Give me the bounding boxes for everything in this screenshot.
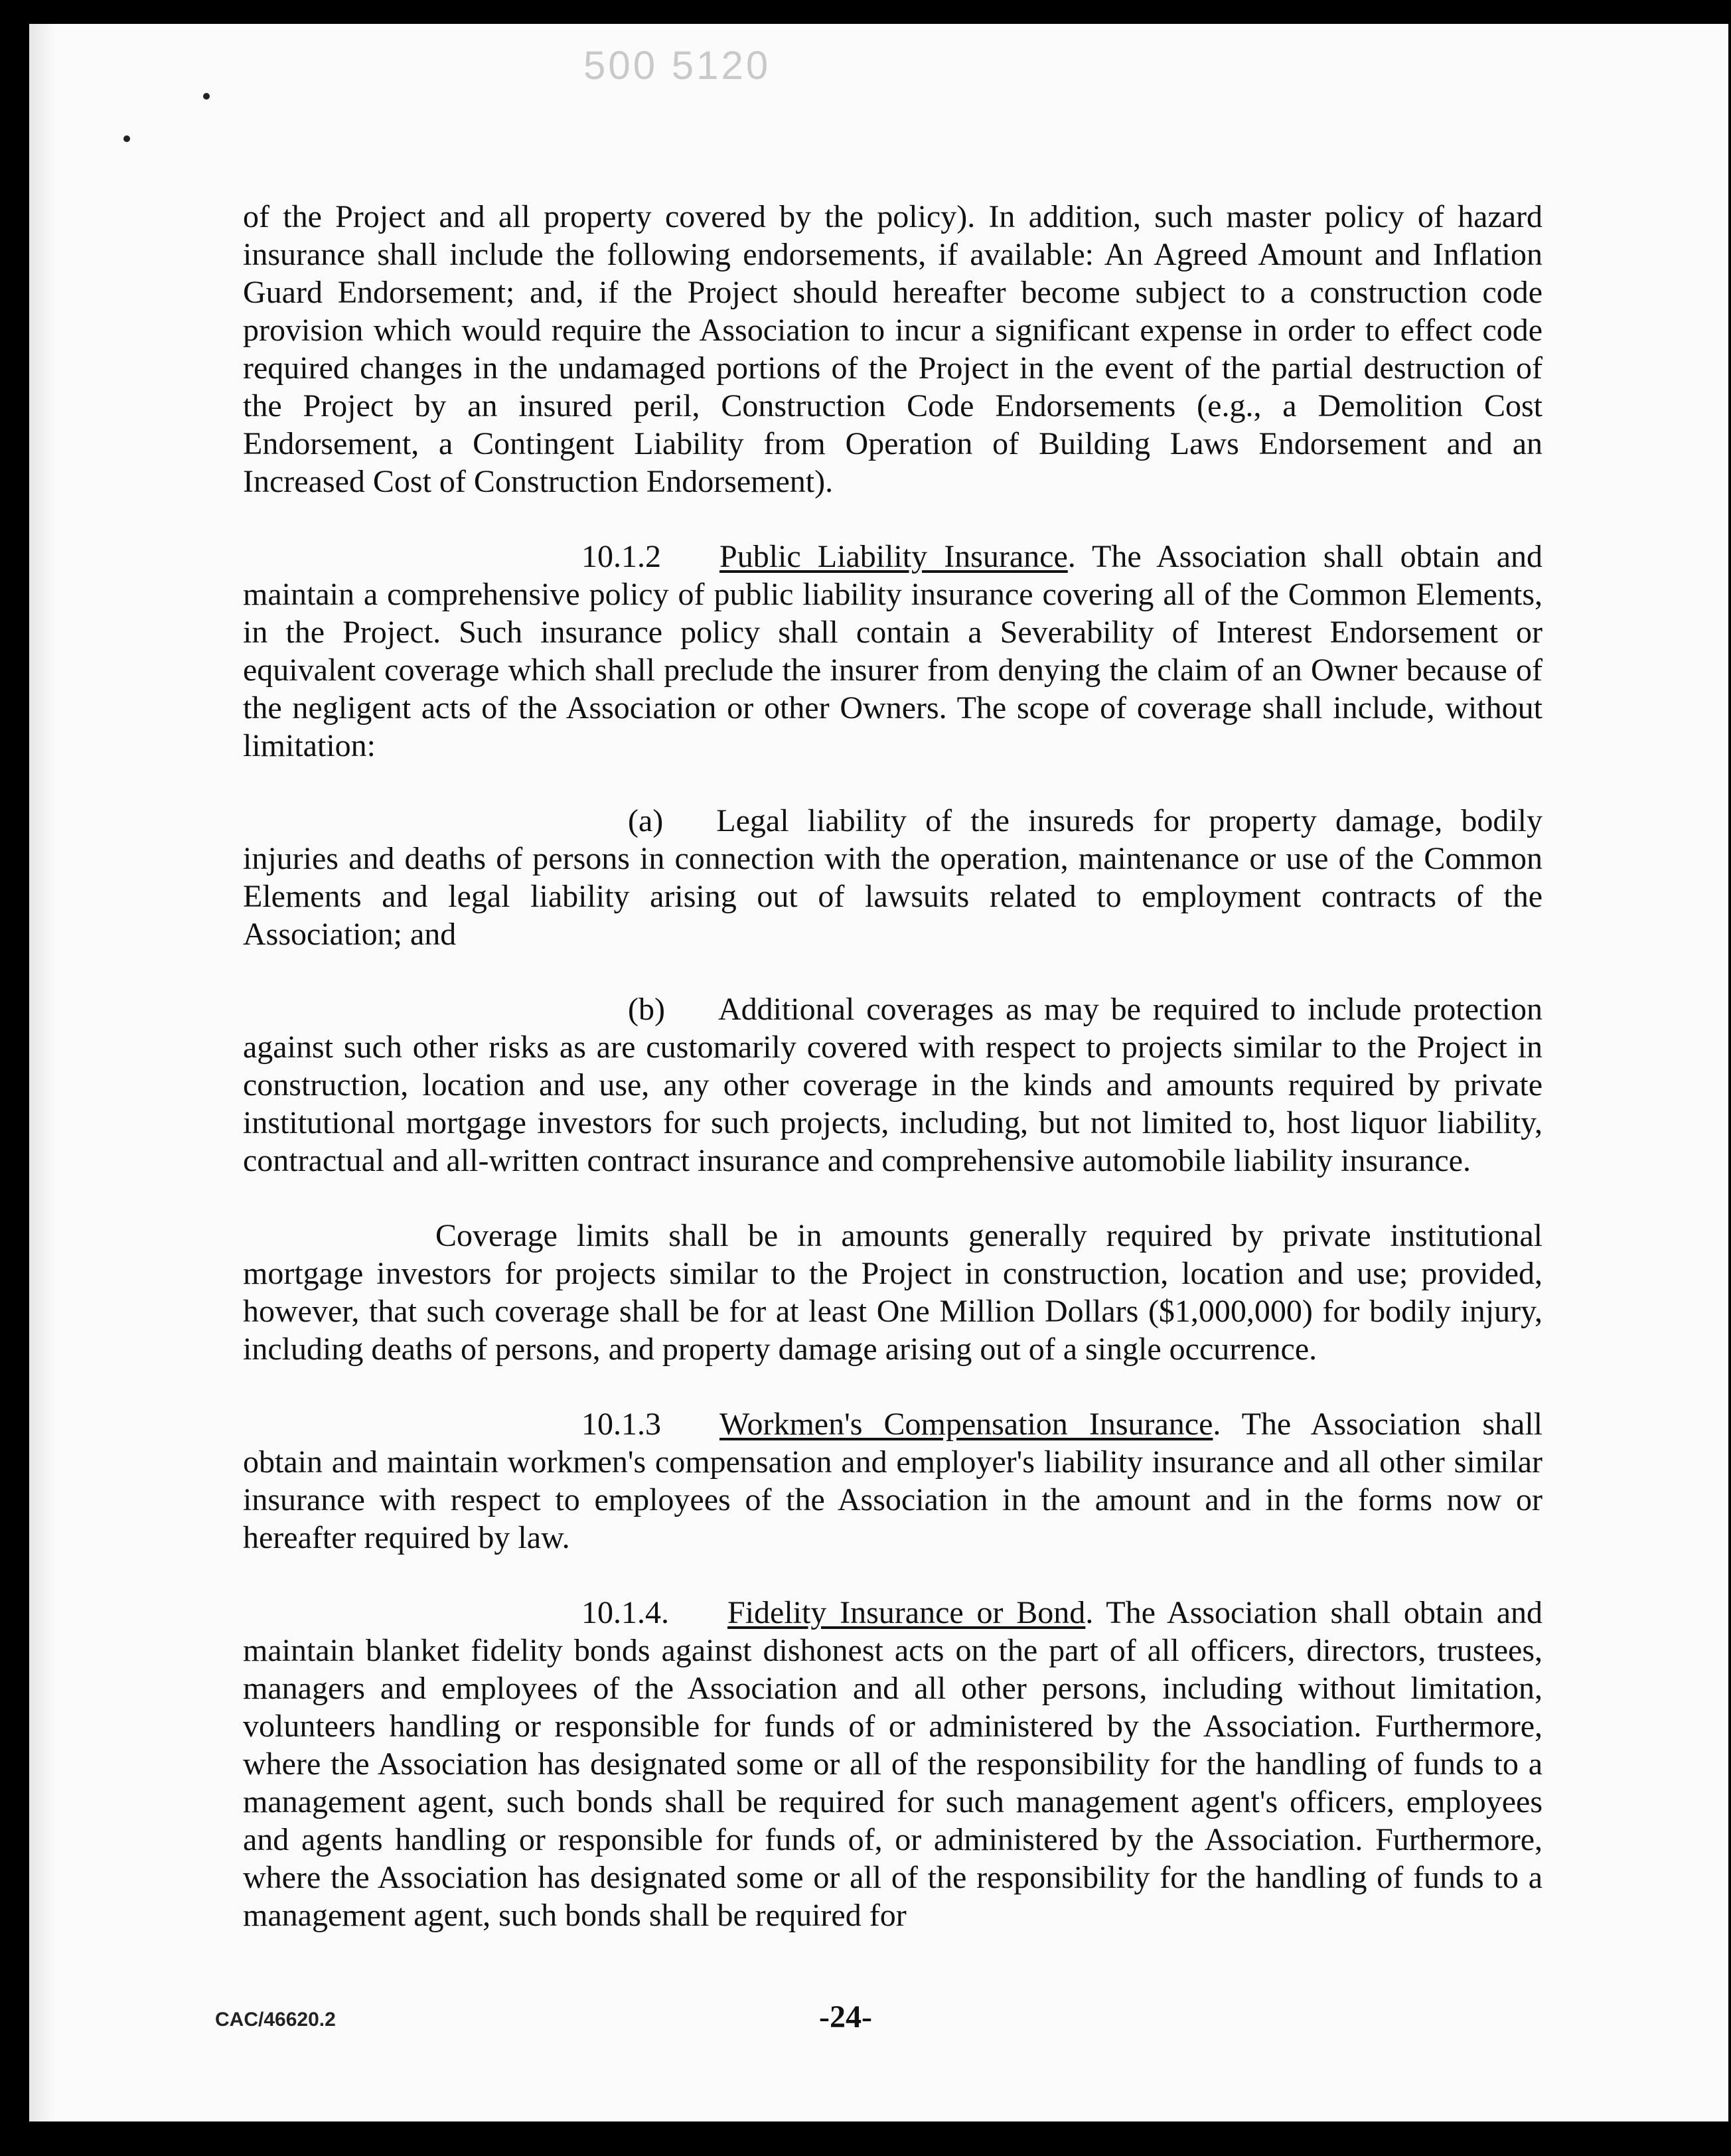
scan-speck bbox=[203, 93, 210, 100]
section-10-1-3 bbox=[243, 1405, 1543, 1557]
section-number: 10.1.4. bbox=[581, 1595, 669, 1630]
section-10-1-2 bbox=[243, 538, 1543, 765]
section-number: 10.1.3 bbox=[581, 1407, 661, 1442]
scan-speck bbox=[123, 135, 130, 142]
item-label: (a) bbox=[628, 803, 664, 838]
section-text: . The Association shall obtain and maintain blanket fidelity bonds against dishonest acts on the part of all officers, directors, trustees, managers and employees of the Association and all other persons, including without limitation, volunteers handling or responsible for funds of or administered by the Association. Furthermore, where the Association has designated some or all of the responsibility for the handling of funds to a management agent, such bonds shall be required for such management agent's officers, employees and agents handling or responsible for funds of, or administered by the Association. Furthermore, where the Association has designated some or all of the responsibility for the handling of funds to a management agent, such bonds shall be required for bbox=[243, 1595, 1543, 1933]
section-text: . The Association shall obtain and maintain a comprehensive policy of public liability insurance covering all of the Common Elements, in the Project. Such insurance policy shall contain a Severability of Interest Endorsement or equivalent coverage which shall preclude the insurer from denying the claim of an Owner because of the negligent acts of the Association or other Owners. The scope of coverage shall include, without limitation: bbox=[243, 539, 1543, 763]
section-heading: Fidelity Insurance or Bond bbox=[727, 1595, 1086, 1630]
coverage-limits-paragraph bbox=[243, 1217, 1543, 1368]
page-number: -24- bbox=[819, 1999, 872, 2035]
section-10-1-4 bbox=[243, 1594, 1543, 1934]
coverage-text: Coverage limits shall be in amounts generally required by private institutional mortgage investors for projects similar to the Project in construction, location and use; provided, however, that such coverage shall be for at least One Million Dollars ($1,000,000) for bodily injury, including deaths of persons, and property damage arising out of a single occurrence. bbox=[243, 1218, 1543, 1367]
section-heading: Public Liability Insurance bbox=[719, 539, 1068, 574]
intro-paragraph: of the Project and all property covered by the policy). In addition, such master policy of hazard insurance shall include the following endorsements, if available: An Agreed Amount and Inflation Guard Endorsement; and, if the Project should hereafter become subject to a construction code provision which would require the Association to incur a significant expense in order to effect code required changes in the undamaged portions of the Project in the event of the partial destruction of the Project by an insured peril, Construction Code Endorsements (e.g., a Demolition Cost Endorsement, a Contingent Liability from Operation of Building Laws Endorsement and an Increased Cost of Construction Endorsement). bbox=[243, 199, 1543, 499]
document-body bbox=[243, 198, 1543, 1971]
item-label: (b) bbox=[628, 992, 665, 1027]
item-text: Legal liability of the insureds for property damage, bodily injuries and deaths of persons in connection with the operation, maintenance or use of the Common Elements and legal liability arising out of lawsuits related to employment contracts of the Association; and bbox=[243, 803, 1543, 952]
document-code: CAC/46620.2 bbox=[215, 2009, 336, 2031]
coverage-item-b bbox=[243, 990, 1543, 1180]
scan-edge-shadow bbox=[29, 24, 56, 2121]
section-text: . The Association shall obtain and maintain workmen's compensation and employer's liability insurance and all other similar insurance with respect to employees of the Association in the amount and in the forms now or hereafter required by law. bbox=[243, 1407, 1543, 1555]
section-heading: Workmen's Compensation Insurance bbox=[719, 1407, 1213, 1442]
document-page bbox=[29, 24, 1728, 2121]
item-text: Additional coverages as may be required to include protection against such other risks as are customarily covered with respect to projects similar to the Project in construction, location and use, any other coverage in the kinds and amounts required by private institutional mortgage investors for such projects, including, but not limited to, host liquor liability, contractual and all-written contract insurance and comprehensive automobile liability insurance. bbox=[243, 992, 1543, 1178]
section-number: 10.1.2 bbox=[581, 539, 661, 574]
page-stamp: 500 5120 bbox=[583, 43, 771, 88]
coverage-item-a bbox=[243, 802, 1543, 953]
